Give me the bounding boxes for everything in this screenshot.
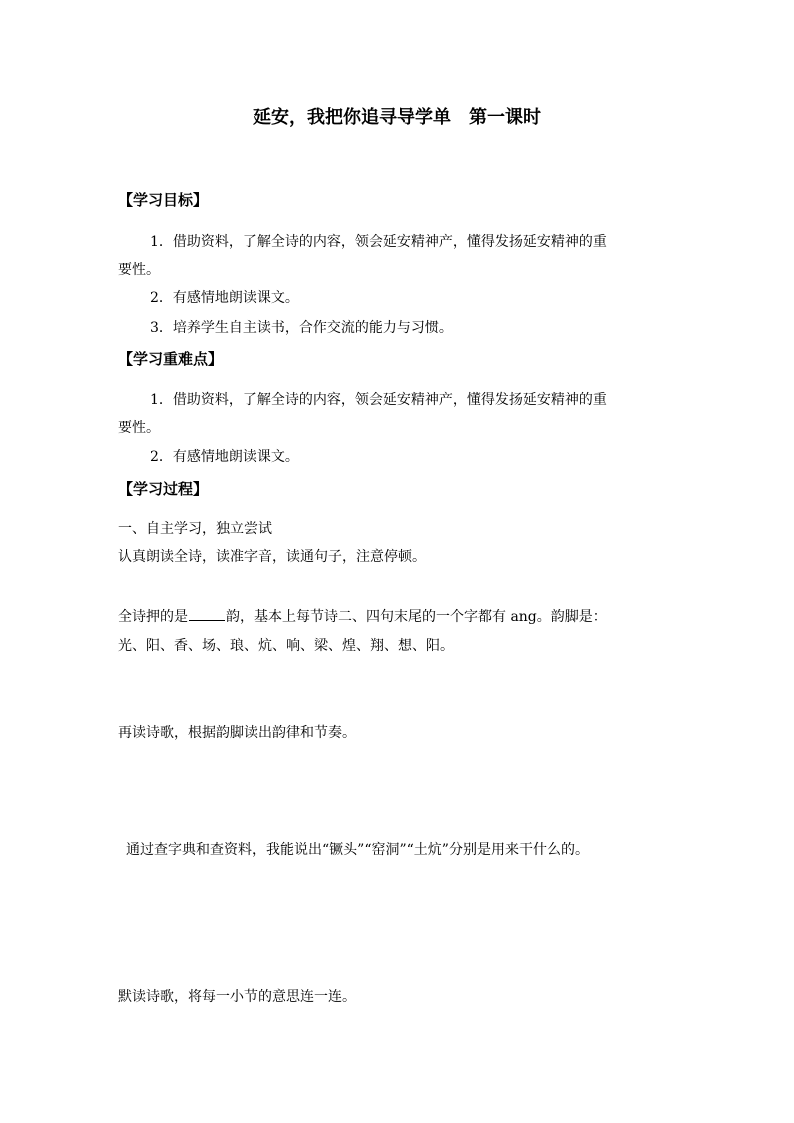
- goal-item-3: 3．培养学生自主读书，合作交流的能力与习惯。: [150, 320, 453, 336]
- key-point-2: 2．有感情地朗读课文。: [150, 449, 299, 465]
- heading-learning-process: 【学习过程】: [118, 480, 209, 498]
- heading-learning-goals: 【学习目标】: [118, 191, 209, 209]
- goal-item-2: 2．有感情地朗读课文。: [150, 290, 299, 306]
- dictionary-instruction: 通过查字典和查资料，我能说出“镢头”“窑洞”“土炕”分别是用来干什么的。: [126, 842, 589, 858]
- key-point-1: 1．借助资料，了解全诗的内容，领会延安精神产，懂得发扬延安精神的重: [150, 392, 607, 408]
- rhyme-after: 韵，基本上每节诗二、四句末尾的一个字都有 ang。韵脚是：: [226, 609, 607, 625]
- reread-instruction: 再读诗歌，根据韵脚读出韵律和节奏。: [118, 725, 356, 741]
- step-1-text: 认真朗读全诗，读准字音，读通句子，注意停顿。: [118, 549, 426, 565]
- rhyme-blank[interactable]: [189, 606, 225, 621]
- rhyme-sentence: [118, 606, 607, 627]
- heading-key-points: 【学习重难点】: [118, 350, 224, 368]
- rhyme-words: 光、阳、香、场、琅、炕、响、梁、煌、翔、想、阳。: [118, 638, 454, 654]
- goal-item-1-cont: 要性。: [118, 262, 160, 278]
- goal-item-1: 1．借助资料，了解全诗的内容，领会延安精神产，懂得发扬延安精神的重: [150, 234, 607, 250]
- silent-read-instruction: 默读诗歌，将每一小节的意思连一连。: [118, 989, 356, 1005]
- rhyme-before: 全诗押的是: [118, 609, 188, 625]
- key-point-1-cont: 要性。: [118, 420, 160, 436]
- step-1-title: 一、自主学习，独立尝试: [118, 521, 272, 537]
- document-title: 延安，我把你追寻导学单 第一课时: [253, 107, 541, 128]
